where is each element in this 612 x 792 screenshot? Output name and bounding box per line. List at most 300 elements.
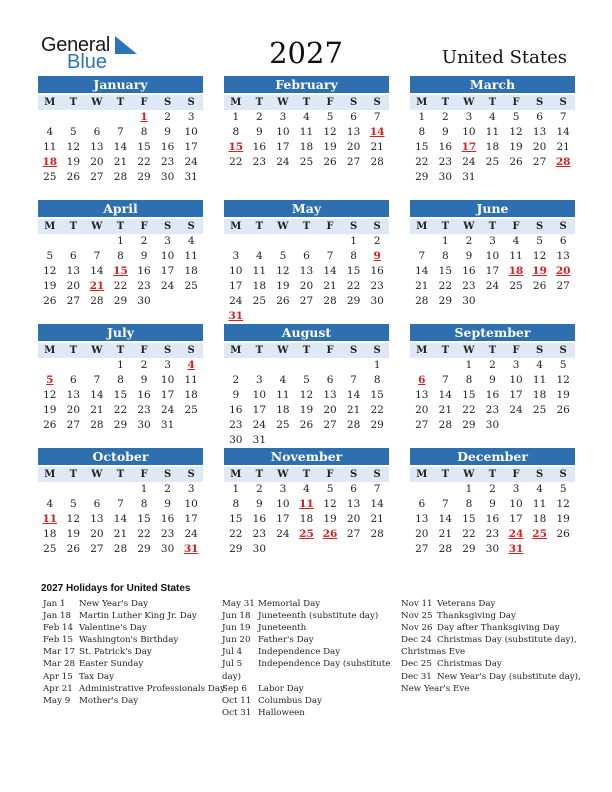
weekday-label: T (116, 469, 125, 480)
day-cell: 15 (415, 141, 429, 153)
day-cell: 16 (229, 404, 243, 416)
day-cell: 4 (46, 126, 54, 138)
holiday-name: Washington's Birthday (79, 635, 179, 646)
month-header: April (38, 200, 203, 217)
day-cell: 29 (113, 295, 128, 307)
holiday-entry (222, 683, 390, 695)
holiday-name: Veterans Day (437, 599, 496, 609)
empty-day-cell (551, 170, 575, 185)
day-cell: 30 (160, 171, 175, 183)
day-cell: 19 (43, 404, 57, 416)
week-row (224, 155, 389, 170)
day-cell: 16 (438, 141, 453, 153)
day-cell: 2 (256, 111, 263, 123)
day-cell: 10 (485, 250, 500, 262)
holiday-day-cell: 6 (418, 374, 426, 386)
day-cell: 28 (323, 295, 337, 307)
day-cell: 27 (66, 295, 81, 307)
day-cell: 21 (370, 513, 384, 525)
holiday-day-cell: 11 (42, 513, 58, 525)
empty-day-cell (295, 542, 319, 557)
day-cell: 11 (485, 126, 500, 138)
weekday-label: T (255, 345, 264, 356)
weekday-label: F (512, 469, 520, 480)
day-cell: 4 (303, 111, 310, 123)
month-june (410, 200, 575, 309)
holiday-entry (401, 634, 581, 646)
weekday-label: S (349, 221, 358, 232)
day-cell: 4 (512, 235, 520, 247)
day-cell: 2 (164, 483, 171, 495)
day-cell: 26 (66, 543, 81, 555)
day-cell: 23 (485, 404, 500, 416)
month-header: November (224, 448, 389, 465)
holiday-date: Jun 19 (222, 623, 251, 634)
day-cell: 8 (442, 250, 449, 262)
day-cell: 19 (556, 513, 570, 525)
day-cell: 15 (462, 513, 476, 525)
holiday-entry (43, 634, 225, 646)
week-row (410, 264, 575, 279)
month-header: May (224, 200, 389, 217)
weekday-header-row (410, 95, 575, 110)
weekday-header-row (38, 467, 203, 482)
month-may (224, 200, 389, 324)
empty-day-cell (365, 309, 389, 324)
day-cell: 3 (512, 359, 520, 371)
day-cell: 28 (438, 543, 453, 555)
weekday-header-row (38, 343, 203, 358)
day-cell: 24 (184, 156, 198, 168)
day-cell: 26 (532, 280, 547, 292)
holiday-day-cell: 20 (555, 265, 571, 277)
day-cell: 20 (346, 141, 361, 153)
empty-day-cell (528, 418, 552, 433)
day-cell: 25 (184, 280, 198, 292)
weekday-label: T (69, 345, 78, 356)
day-cell: 1 (442, 235, 449, 247)
empty-day-cell (318, 433, 342, 448)
day-cell: 1 (117, 359, 124, 371)
empty-day-cell (434, 482, 458, 497)
weekday-label: W (277, 221, 289, 232)
day-cell: 22 (462, 528, 476, 540)
day-cell: 7 (442, 374, 449, 386)
day-cell: 14 (438, 513, 453, 525)
day-cell: 18 (532, 389, 547, 401)
holiday-name: Martin Luther King Jr. Day (79, 611, 197, 622)
day-cell: 8 (232, 126, 240, 138)
day-cell: 19 (43, 280, 57, 292)
weekday-label: W (463, 345, 475, 356)
weekday-label: W (277, 469, 289, 480)
week-row (38, 373, 203, 388)
month-december (410, 448, 575, 557)
day-cell: 10 (276, 126, 290, 138)
day-cell: 1 (465, 359, 473, 371)
day-cell: 9 (489, 374, 496, 386)
day-cell: 15 (462, 389, 476, 401)
holiday-day-cell: 25 (299, 528, 314, 540)
holiday-date: Dec 31 (401, 671, 432, 682)
holiday-entry (222, 610, 390, 622)
empty-day-cell (318, 358, 342, 373)
day-cell: 7 (442, 498, 449, 510)
day-cell: 25 (509, 280, 523, 292)
empty-day-cell (271, 542, 295, 557)
week-row (38, 279, 203, 294)
empty-day-cell (365, 542, 389, 557)
week-row (224, 309, 389, 324)
month-february (224, 76, 389, 170)
day-cell: 13 (90, 141, 104, 153)
day-cell: 3 (465, 111, 473, 123)
day-cell: 7 (326, 250, 334, 262)
weekday-label: T (441, 97, 450, 108)
empty-day-cell (481, 170, 505, 185)
month-march (410, 76, 575, 185)
day-cell: 8 (418, 126, 426, 138)
weekday-label: F (140, 469, 148, 480)
day-cell: 12 (299, 389, 314, 401)
day-cell: 22 (137, 156, 151, 168)
empty-day-cell (410, 358, 434, 373)
holiday-day-cell: 31 (183, 543, 199, 555)
weekday-header-row (224, 219, 389, 234)
empty-day-cell (271, 309, 295, 324)
day-cell: 29 (229, 543, 243, 555)
day-cell: 30 (438, 171, 453, 183)
day-cell: 6 (326, 374, 334, 386)
country-name: United States (441, 47, 567, 68)
holiday-date: Feb 14 (43, 623, 74, 634)
day-cell: 17 (276, 141, 290, 153)
week-row (224, 418, 389, 433)
holiday-date: May 9 (43, 695, 71, 706)
weekday-label: S (535, 221, 544, 232)
week-row (410, 403, 575, 418)
month-header: October (38, 448, 203, 465)
day-cell: 19 (66, 528, 81, 540)
weekday-label: T (69, 97, 78, 108)
holiday-name: Christmas Day (437, 659, 502, 670)
day-cell: 9 (256, 126, 263, 138)
day-cell: 8 (117, 374, 124, 386)
weekday-header-row (410, 467, 575, 482)
day-cell: 10 (276, 498, 290, 510)
week-row (38, 482, 203, 497)
holiday-day-cell: 19 (532, 265, 547, 277)
day-cell: 12 (556, 498, 570, 510)
weekday-label: T (302, 469, 311, 480)
day-cell: 11 (276, 389, 290, 401)
weekday-label: M (44, 97, 56, 108)
empty-day-cell (528, 294, 552, 309)
weekday-label: S (535, 469, 544, 480)
holiday-date: Oct 31 (222, 707, 252, 718)
week-row (38, 358, 203, 373)
holiday-name: Father's Day (258, 635, 314, 646)
day-cell: 9 (140, 374, 148, 386)
holiday-entry (43, 683, 225, 695)
month-november (224, 448, 389, 557)
weekday-label: M (230, 345, 242, 356)
holiday-date: May 31 (222, 599, 255, 609)
day-cell: 2 (489, 483, 496, 495)
empty-day-cell (295, 358, 319, 373)
week-row (410, 373, 575, 388)
weekday-label: S (559, 469, 567, 480)
day-cell: 13 (532, 126, 547, 138)
day-cell: 24 (184, 528, 198, 540)
holiday-day-cell: 24 (508, 528, 524, 540)
holiday-column (43, 598, 225, 707)
day-cell: 6 (70, 250, 77, 262)
week-row (224, 234, 389, 249)
day-cell: 20 (415, 404, 429, 416)
week-row (224, 125, 389, 140)
day-cell: 31 (184, 171, 198, 183)
day-cell: 15 (438, 265, 453, 277)
empty-day-cell (318, 309, 342, 324)
page-title: 2027 (269, 36, 343, 70)
day-cell: 31 (252, 434, 267, 446)
day-cell: 15 (370, 389, 384, 401)
empty-day-cell (85, 234, 109, 249)
day-cell: 22 (370, 404, 384, 416)
day-cell: 9 (442, 126, 449, 138)
day-cell: 10 (252, 389, 267, 401)
week-row (224, 497, 389, 512)
day-cell: 2 (373, 235, 381, 247)
day-cell: 19 (276, 280, 290, 292)
day-cell: 18 (532, 513, 547, 525)
day-cell: 23 (160, 156, 175, 168)
day-cell: 24 (229, 295, 243, 307)
holiday-name: New Year's Day (substitute day), (437, 671, 581, 682)
holiday-entry (401, 610, 581, 622)
day-cell: 9 (256, 498, 263, 510)
day-cell: 28 (113, 171, 128, 183)
day-cell: 4 (489, 111, 496, 123)
empty-day-cell (551, 418, 575, 433)
empty-day-cell (318, 234, 342, 249)
day-cell: 6 (559, 235, 567, 247)
holiday-name: Tax Day (79, 671, 115, 682)
day-cell: 7 (373, 483, 381, 495)
day-cell: 25 (43, 171, 57, 183)
holiday-name: Independence Day (258, 647, 341, 658)
day-cell: 12 (66, 141, 81, 153)
day-cell: 21 (113, 528, 128, 540)
day-cell: 23 (160, 528, 175, 540)
day-cell: 27 (346, 156, 361, 168)
holiday-name: New Year's Day (79, 599, 149, 609)
week-row (410, 110, 575, 125)
day-cell: 16 (160, 513, 175, 525)
day-cell: 29 (370, 419, 384, 431)
week-row (224, 527, 389, 542)
week-row (38, 497, 203, 512)
weekday-label: S (187, 97, 195, 108)
weekday-label: T (69, 221, 78, 232)
day-cell: 11 (184, 374, 198, 386)
weekday-label: F (326, 469, 334, 480)
day-cell: 19 (323, 141, 337, 153)
empty-day-cell (62, 110, 86, 125)
day-cell: 11 (299, 126, 314, 138)
day-cell: 30 (485, 543, 500, 555)
empty-day-cell (85, 358, 109, 373)
holiday-name: Juneteenth (258, 623, 307, 634)
week-row (224, 140, 389, 155)
weekday-label: M (44, 469, 56, 480)
day-cell: 9 (489, 498, 496, 510)
day-cell: 14 (113, 513, 128, 525)
holiday-date: Jul 5 (222, 659, 243, 670)
week-row (224, 358, 389, 373)
weekday-label: T (255, 469, 264, 480)
day-cell: 19 (66, 156, 81, 168)
day-cell: 21 (370, 141, 384, 153)
day-cell: 4 (46, 498, 54, 510)
empty-day-cell (504, 418, 528, 433)
day-cell: 18 (184, 389, 198, 401)
holiday-day-cell: 18 (42, 156, 58, 168)
holiday-date: Jun 18 (222, 611, 251, 622)
holiday-entry (222, 634, 390, 646)
week-row (224, 279, 389, 294)
day-cell: 20 (532, 141, 547, 153)
day-cell: 27 (90, 543, 104, 555)
day-cell: 24 (160, 404, 175, 416)
weekday-label: F (326, 97, 334, 108)
weekday-label: M (44, 345, 56, 356)
holiday-column (222, 598, 390, 719)
day-cell: 8 (140, 498, 148, 510)
empty-day-cell (434, 358, 458, 373)
day-cell: 4 (256, 250, 263, 262)
holiday-name-continuation: day) (222, 671, 242, 682)
day-cell: 23 (229, 419, 243, 431)
day-cell: 5 (70, 126, 77, 138)
day-cell: 8 (232, 498, 240, 510)
day-cell: 20 (346, 513, 361, 525)
month-header: January (38, 76, 203, 93)
day-cell: 8 (117, 250, 124, 262)
day-cell: 2 (489, 359, 496, 371)
weekday-label: T (441, 345, 450, 356)
day-cell: 7 (93, 250, 101, 262)
day-cell: 14 (346, 389, 361, 401)
day-cell: 6 (350, 111, 357, 123)
empty-day-cell (38, 358, 62, 373)
day-cell: 14 (438, 389, 453, 401)
week-row (38, 140, 203, 155)
week-row (224, 433, 389, 448)
day-cell: 16 (137, 265, 151, 277)
week-row (410, 170, 575, 185)
week-row (38, 249, 203, 264)
holiday-entry (43, 622, 225, 634)
holiday-date: Apr 21 (43, 683, 73, 694)
day-cell: 3 (164, 235, 171, 247)
day-cell: 17 (184, 141, 198, 153)
day-cell: 27 (66, 419, 81, 431)
day-cell: 29 (113, 419, 128, 431)
empty-day-cell (224, 358, 248, 373)
holidays-title: 2027 Holidays for United States (41, 583, 191, 594)
weekday-label: W (463, 221, 475, 232)
holiday-name: Memorial Day (258, 599, 321, 609)
weekday-header-row (410, 219, 575, 234)
day-cell: 24 (160, 280, 175, 292)
holiday-date: Dec 25 (401, 659, 432, 670)
weekday-label: W (91, 97, 103, 108)
holiday-day-cell: 31 (228, 310, 244, 322)
day-cell: 21 (438, 404, 453, 416)
holiday-day-cell: 21 (89, 280, 105, 292)
weekday-label: T (116, 97, 125, 108)
day-cell: 22 (113, 280, 128, 292)
day-cell: 7 (117, 126, 124, 138)
day-cell: 11 (252, 265, 267, 277)
weekday-label: M (416, 221, 428, 232)
empty-day-cell (410, 234, 434, 249)
day-cell: 8 (350, 250, 357, 262)
empty-day-cell (85, 110, 109, 125)
day-cell: 30 (462, 295, 476, 307)
day-cell: 3 (232, 250, 240, 262)
day-cell: 28 (370, 528, 384, 540)
day-cell: 14 (556, 126, 570, 138)
holiday-entry (222, 695, 390, 707)
week-row (38, 125, 203, 140)
day-cell: 24 (276, 528, 290, 540)
logo-blue-text: Blue (67, 51, 108, 73)
weekday-label: F (140, 221, 148, 232)
day-cell: 22 (438, 280, 453, 292)
holiday-day-cell: 14 (369, 126, 385, 138)
weekday-label: F (140, 345, 148, 356)
holiday-entry (43, 646, 225, 658)
day-cell: 29 (346, 295, 361, 307)
day-cell: 13 (90, 513, 104, 525)
day-cell: 6 (70, 374, 77, 386)
day-cell: 19 (556, 389, 570, 401)
day-cell: 17 (509, 389, 523, 401)
day-cell: 3 (187, 483, 195, 495)
day-cell: 23 (252, 156, 267, 168)
day-cell: 16 (252, 513, 267, 525)
day-cell: 14 (415, 265, 429, 277)
empty-day-cell (295, 234, 319, 249)
day-cell: 18 (184, 265, 198, 277)
day-cell: 2 (256, 483, 263, 495)
day-cell: 1 (373, 359, 381, 371)
month-header: July (38, 324, 203, 341)
week-row (410, 125, 575, 140)
day-cell: 10 (160, 250, 175, 262)
holiday-day-cell: 9 (373, 250, 381, 262)
day-cell: 10 (184, 126, 198, 138)
day-cell: 19 (323, 513, 337, 525)
day-cell: 5 (279, 250, 287, 262)
day-cell: 13 (415, 513, 429, 525)
weekday-header-row (38, 219, 203, 234)
day-cell: 28 (438, 419, 453, 431)
empty-day-cell (318, 542, 342, 557)
